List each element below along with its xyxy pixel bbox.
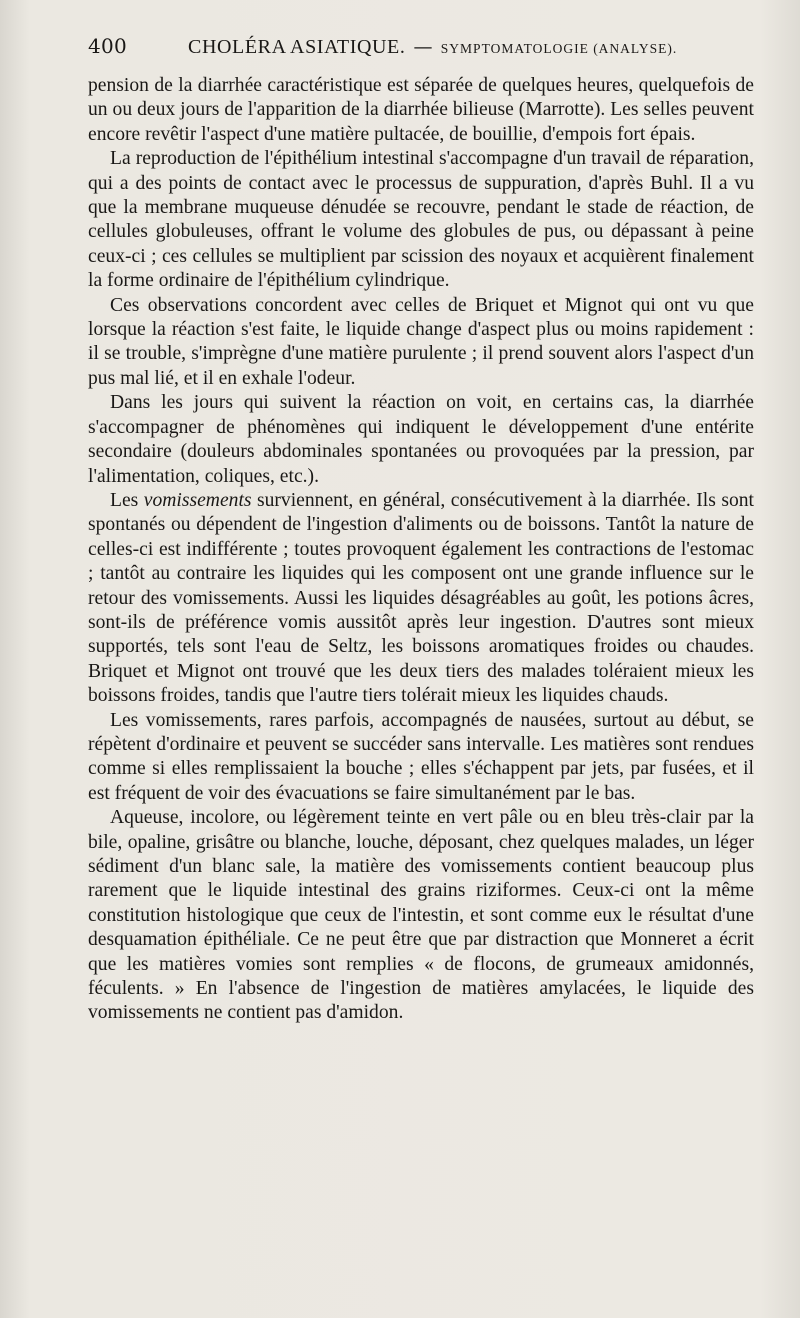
running-subtitle: SYMPTOMATOLOGIE (ANALYSE). (440, 41, 678, 56)
body-text (88, 74, 754, 1026)
paragraph-lead: Les (110, 489, 144, 511)
paragraph-aqueuse: Aqueuse, incolore, ou légèrement teinte en vert pâle ou en bleu très-clair par la bile, opaline, grisâtre ou blanche, louche, déposant, chez quelques malades, un léger sédiment d'un blanc sale, la matière des vomissements contient beaucoup plus rarement que le liquide intestinal des grains riziformes. Ceux-ci ont la même constitution histologique que ceux de l'intestin, et sont comme eux le résultat d'une desquamation épithéliale. Ce ne peut être que par distraction que Monneret a écrit que les matières vomies sont remplies « de flocons, de grumeaux amidonnés, féculents. » En l'absence de l'ingestion de matières amylacées, le liquide des vomissements ne contient pas d'amidon. (88, 807, 754, 1024)
paragraph-epithelium: La reproduction de l'épithélium intestinal s'accompagne d'un travail de réparation, qui a des points de contact avec le processus de suppuration, d'après Buhl. Il a vu que la membrane muqueuse dénudée se recouvre, pendant le stade de réaction, de cellules globuleuses, offrant le volume des globules de pus, ou dépassant à peine ceux-ci ; ces cellules se multiplient par scission des noyaux et acquièrent finalement la forme ordinaire de l'épithélium cylindrique. (88, 148, 754, 292)
paragraph-continuation: pension de la diarrhée caractéristique est séparée de quelques heures, quelquefois de un ou deux jours de l'apparition de la diarrhée bilieuse (Marrotte). Les selles peuvent encore revêtir l'aspect d'une matière pultacée, de bouillie, d'empois fort épais. (88, 75, 754, 145)
page-number: 400 (88, 34, 128, 58)
running-title: CHOLÉRA ASIATIQUE. (188, 36, 406, 58)
paragraph-vomissements (88, 489, 754, 709)
paragraph-body: surviennent, en général, consécutivement à la diarrhée. Ils sont spontanés ou dépendent de l'ingestion d'aliments ou de boissons. Tantôt la nature de celles-ci est indifférente ; toutes provoquent également les contractions de l'estomac ; tantôt au contraire les liquides qui les composent ont une grande influence sur le retour des vomissements. Aussi les liquides désagréables au goût, les potions âcres, sont-ils de préférence vomis aussitôt après leur ingestion. D'autres sont mieux supportés, tels sont l'eau de Seltz, les boissons aromatiques froides ou chaudes. Briquet et Mignot ont trouvé que les deux tiers des malades toléraient mieux les boissons froides, tandis que l'autre tiers tolérait mieux les liquides chauds. (88, 489, 754, 707)
running-header (88, 34, 754, 74)
italic-term-vomissements: vomissements (143, 489, 252, 511)
paragraph-enterite: Dans les jours qui suivent la réaction on voit, en certains cas, la diarrhée s'accompagner de phénomènes qui indiquent le développement d'une entérite secondaire (douleurs abdominales spontanées ou provoquées par la pression, par l'alimentation, coliques, etc.). (88, 392, 754, 487)
paragraph-nausees: Les vomissements, rares parfois, accompagnés de nausées, surtout au début, se répètent d'ordinaire et peuvent se succéder sans intervalle. Les matières sont rendues comme si elles remplissaient la bouche ; elles s'échappent par jets, par fusées, et il est fréquent de voir des évacuations se faire simultanément par le bas. (88, 709, 754, 804)
running-separator: — (413, 36, 433, 58)
paragraph-briquet-mignot: Ces observations concordent avec celles de Briquet et Mignot qui ont vu que lorsque la réaction s'est faite, le liquide change d'aspect plus ou moins rapidement : il se trouble, s'imprègne d'une matière purulente ; il prend souvent alors l'aspect d'un pus mal lié, et il en exhale l'odeur. (88, 294, 754, 389)
